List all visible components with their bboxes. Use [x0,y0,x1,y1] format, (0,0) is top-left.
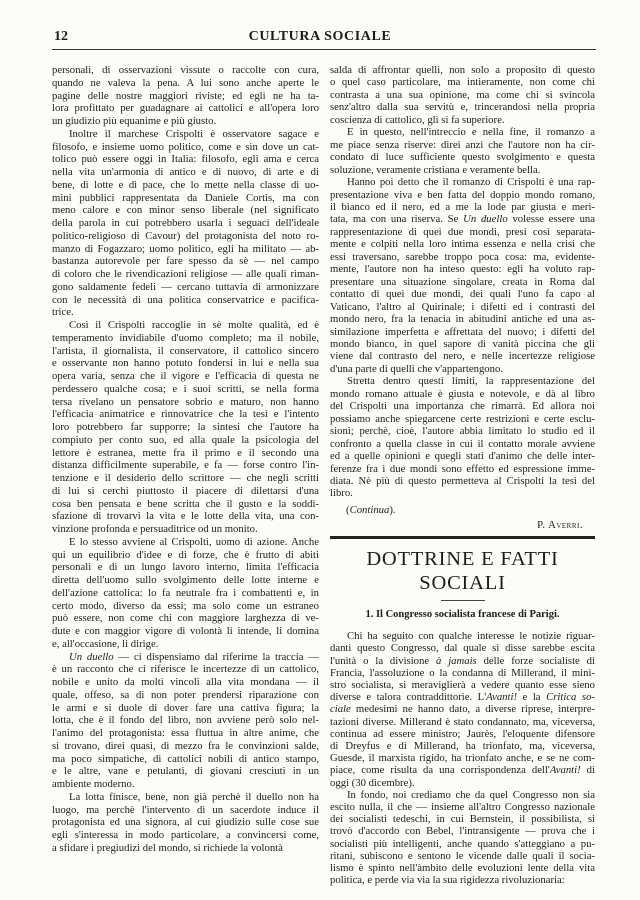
text-line: personali e di un lungo lavoro interno, limita l'efficacia [52,561,319,574]
text-line: Vaticano, l'altro al Quirinale; i difetti ed i contrasti del [330,300,595,313]
text-line: di Dreyfus e di Millerand, ha trionfato, ma, viceversa, [330,740,595,753]
text-line: sioni; perchè, cioè, l'autore abbia limitato lo studio ed il [330,425,595,438]
text-line: ambiente moderno. [52,778,135,790]
text-line: dute e con maggior vigore di volontà li intende, li domina [52,625,319,637]
text-line: mondo nero, fra la tenacia in abitudini antiche ed una as- [330,313,595,326]
text-line: lotta, che è il fondo del libro, non avviene però solo nel- [52,714,319,727]
text-line: dell'azione cattolica: lo fa neutrale fra i combattenti e, in [52,586,319,599]
text-line: danti questo Congresso, dal quale si disse sarebbe escita [330,642,595,655]
italic-text: Continua [349,503,390,516]
text-line: compiuto per conto suo, ed alla quale la psicologia del [52,433,319,446]
text-line: In fondo, noi crediamo che da quel Congresso non sia [347,788,595,801]
text-line: continua ad essere ministro; Jaurès, l'eloquente difensore [330,727,595,740]
paragraph [330,176,595,375]
text-line: quale, offeso, sa di non poter prendersi riparazione con [52,688,319,701]
text-line: mente e colpiti nella loro intima essenza e nella crisi che [330,238,595,251]
text-line: presentare una situazione singolare, creata in Roma dal [330,275,595,288]
text-line: con le necessità di una politica conservatrice e pacifica- [52,293,319,306]
text-line: Inoltre il marchese Crispolti è osservatore sagace e [69,127,319,140]
italic-text: Un duello [463,213,508,226]
text-line: salda di affrontar quelli, non solo a proposito di questo [330,64,595,76]
text-line: La lotta finisce, bene, non già perchè il duello non ha [69,790,319,803]
text-line: politico-religioso di Cavour) del protagonista del noto ro- [52,229,319,242]
section-body [330,630,595,886]
text-line: tersa rivelano un pensatore sobrio e maturo, non hanno [52,395,319,408]
text-line: Chi ha seguito con qualche interesse le notizie riguar- [347,630,595,643]
text-line: escito nulla, il che — insieme all'altro Congresso nazionale [330,801,595,814]
text-line: l'unità o la divisione à jamais delle forze socialiste di [330,654,595,667]
left-column [52,64,319,855]
header-rule [52,49,596,50]
text-line: E in questo, nell'intreccio e nella fine, il romanzo a [347,126,595,139]
text-line: ciale medesimi ne hanno dato, a diverse riprese, interpre- [330,703,595,716]
text-line: o quel caso particolare, ma intieramente, non come chi [330,76,595,89]
text-line: protagonista ed una signora, al cui giudizio sulle cose sue [52,816,319,829]
text-line: opera varia, senza che il vigore e l'efficacia di questa ne [52,370,319,382]
text-line: il bianco ed il nero, ed a me la lode par giusta e meri- [330,200,595,213]
text-line: lettore è estranea, mette fra il primo e il secondo una [52,446,319,459]
text-line: diata. Nè più di questo permetteva al Crispolti la tesi del [330,474,595,487]
text-line: l'animo del protagonista: essa fluttua in altre anime, che [52,727,319,739]
paragraph [52,64,319,128]
text-line: soluzione, veramente cristiana e veramente bella. [330,163,541,176]
text-line: gono saldamente fedeli — cercano tuttavia di armonizzare [52,280,319,293]
text-line: lora profittato per guadagnare ai cattolici e all'opera loro [52,102,319,115]
paragraph [330,375,595,500]
text-line: piace, come risulta da una corrispondenza dell'Avanti! di [330,764,595,777]
text-line: essi traversano, sarebbe troppo poca cosa: ma, evidente- [330,250,595,263]
italic-text: Avanti! [486,691,518,704]
text-line: luogo, ma perchè l'intervento di un sacerdote induce il [52,803,319,816]
text-line: manzo di Fogazzaro; uomo politico, egli ha militato — ab- [52,242,319,255]
text-line: me piace senza riserve: direi anzi che l'autore non ha cir- [330,138,595,151]
text-line: e, all'occasione, li dirige. [52,637,159,650]
text-line: meno calore e con minor senso liberale (nel significato [52,204,319,217]
text-line: trovò d'accordo con Bebel, l'intransigente — prova che i [330,825,595,838]
text-line: socialisti più intelligenti, anche quando s'atteggiano a pu- [330,837,595,850]
text-line: l'efficacia animatrice e rinnovatrice che la tesi e l'intento [52,408,319,421]
paragraph [52,128,319,319]
text-line: viene dal contrasto del nero, e nelle incertezze religiose [330,350,595,363]
text-line: mini pubblici rappresentata da Daniele Cortis, ma con [52,191,319,204]
italic-text: Critica so- [546,691,595,704]
text-line: condato di luce sufficiente questo svolgimento e questa [330,151,595,164]
text-line: dei socialisti tedeschi, in cui Bernstein, il possibilista, si [330,813,595,826]
text-line: Un duello — ci dispensiamo dal riferirne la traccia — [69,650,319,663]
paragraph [330,789,595,887]
text-line: tata, ma con una riserva. Se Un duello volesse essere una [330,213,595,226]
text-line: E lo stesso avviene al Crispolti, uomo di azione. Anche [69,535,319,548]
text-line: mente, l'autore non ha inteso questo: egli ha voluto rap- [330,263,595,276]
text-line: diverse e talora contraddittorie. L'Avanti! e la Critica so- [330,691,595,704]
text-line: a sfidare i pregiudizi del mondo, si richiede la volontà [52,841,283,854]
text-line: oggi (30 dicembre). [330,776,415,789]
text-line: trice. [52,306,74,319]
text-line: politica, e perde via via la sua rigidezza rivoluzionaria: [330,874,565,887]
text-line: bastanza autorevole per fare spesso da sè — nel campo [52,255,319,268]
text-line: sfazione di trovarvi la vita e le lotte della vita, una con- [52,510,319,523]
section-dottrine [330,536,595,886]
text-line: contrasta a una sua opinione, ma come chi si svincola [330,88,595,101]
text-line: filosofo, e insieme uomo politico, come e sin dove un cat- [52,140,319,153]
text-line: le armi e si duole di dover fare una cattiva figura; la [52,701,319,714]
text-line: Hanno poi detto che il romanzo di Crispolti è una rap- [347,176,595,189]
text-line: cosa ben pensata e bene scritta che il gusto e la soddi- [52,497,319,510]
text-line: Guesde, il marxista rigido, ha trionfato anche, e se ne com- [330,752,595,765]
right-column [330,64,595,532]
text-line: tolico può essere oggi in Italia: filosofo, egli ama e cerca [52,153,319,166]
text-line: può essere, non come chi con maggiore larghezza di ve- [52,612,319,625]
text-line: quando ne valeva la pena. A lui sono anche aperte le [52,76,319,89]
text-line: presentazione viva e ben fatta del doppio mondo romano, [330,188,595,201]
italic-text: Un duello [69,650,114,663]
continued-label: (Continua). [346,503,396,516]
paragraph [330,126,595,176]
text-line: Francia, l'assoluzione o la condanna di Millerand, il mini- [330,666,595,679]
text-line: e le altre, vane e petulanti, di giovani cresciuti in un [52,765,319,778]
italic-text: Avanti! [549,764,581,777]
text-line: personali, di osservazioni vissute o raccolte con cura, [52,64,319,76]
text-line: coscienza di cattolico, gli si fa superiore. [330,113,505,126]
text-line: confronto a quella classe in cui il contatto morale avviene [330,437,595,450]
section-subheading: 1. Il Congresso socialista francese di Parigi. [365,609,560,620]
paragraph [330,630,595,789]
text-line: ed a quelle opinioni e quegli stati d'animo che delle inter- [330,450,595,463]
text-line: temperamento invidiabile d'uomo completo; ma il nobile, [52,331,319,344]
text-line: e osservante non hanno potuto fondersi in lui e nella sua [52,357,319,370]
text-line: distanza difficilmente superabile, e fa — forse contro l'in- [52,459,319,472]
paragraph [52,651,319,791]
section-title: DOTTRINE E FATTI SOCIALI [366,548,559,594]
text-line: libro. [330,487,353,500]
text-line: certo modo, diverso da essi; ma solo come un estraneo [52,599,319,612]
text-line: della parola in cui potrebbero usarla i seguaci dell'ideale [52,217,319,229]
text-line: Stretta dentro questi limiti, la rappresentazione del [347,375,595,388]
text-line: Così il Crispolti raccoglie in sè molte qualità, ed è [69,319,319,331]
paragraph [52,791,319,855]
text-line: pagine delle nostre maggiori riviste; ed egli ne ha ta- [52,89,319,102]
text-line: ma poco simpatiche, di cattolici nobili di antico stampo, [52,752,319,765]
text-line: un giudizio più equanime e più giusto. [52,115,217,127]
text-line: si trovano, direi quasi, di mezzo fra le convinzioni salde, [52,739,319,752]
text-line: di coloro che le rivendicazioni religiose — alle quali riman- [52,268,319,280]
italic-text: ciale [330,703,351,716]
title-underline [441,600,485,601]
text-line: mondo bianco, in quel sapore di vanità piccina che gli [330,337,595,350]
article-author: P. Averri. [537,519,583,532]
text-line: bene, di lotte e di pace, che lo mette nella classe di uo- [52,178,319,191]
text-line: possiamo anche spiegarcene certe restrizioni e certe esclu- [330,412,595,425]
text-line: nobile e unito da molti vincoli alla vita mondana — il [52,676,319,688]
text-line: nella vita un'armonia di antico e di nuovo, di arte e di [52,166,319,178]
text-line: stro socialista, si meraviglierà a vedere quanto esse sieno [330,679,595,692]
text-line: l'artista, il giornalista, il conservatore, il cattolico sincero [52,344,319,357]
text-line: perdessero qualche cosa; e i suoi scritti, se nella forma [52,382,319,395]
text-line: del Crispolti una importanza che rimarrà. Ed allora noi [330,400,595,413]
text-line: loro potrebbero far supporre; la sintesi che l'autore ha [52,421,319,433]
text-line: tazioni diverse. Millerand è stato condannato, ma, viceversa, [330,715,595,728]
text-line: lismo è spinto nell'àmbito delle evoluzioni lente della vita [330,862,595,875]
page-number: 12 [54,29,68,44]
section-rule [330,536,595,539]
text-line: egli s'interessa in modo particolare, a convincersi come, [52,829,319,841]
text-line: senz'altro dalla sua servitù e, trincerandosi nella propria [330,101,595,114]
text-line: di lui si cerchi piuttosto il piacere di dilettarsi d'una [52,484,319,497]
text-line: d'una parte di quelli che v'appartengono. [330,362,504,375]
text-line: ferenze fra i due mondi sono effetto ed espressione imme- [330,462,595,475]
text-line: mondo romano attuale è giusta e notevole, e dà al libro [330,387,595,400]
paragraph [52,319,319,536]
text-line: rappresentazione di quei due mondi, presi così separata- [330,225,595,238]
text-line: vinzione profonda e persuaditrice od un monito. [52,523,258,535]
text-line: è un racconto che ci riferisce le incertezze di un cattolico, [52,663,319,676]
text-line: tenzione e il desiderio dello scrittore — che negli scritti [52,472,319,484]
italic-text: à jamais [435,654,477,667]
article-body [330,64,595,500]
text-line: qui un equilibrio d'idee e di forze, che è frutto di abiti [52,548,319,561]
paragraph [52,536,319,651]
running-title: CULTURA SOCIALE [248,29,392,44]
paragraph [330,64,595,126]
text-line: contatto di quei due mondi, dei quali l'uno fa capo al [330,288,595,301]
text-line: ritani, subiscono e sentono le vicende dalle quali il socia- [330,849,595,862]
text-line: similazione imperfetta e affrettata del nuovo; i difetti del [330,325,595,338]
text-line: diretta dell'uomo sullo svolgimento delle lotte interne e [52,574,319,586]
